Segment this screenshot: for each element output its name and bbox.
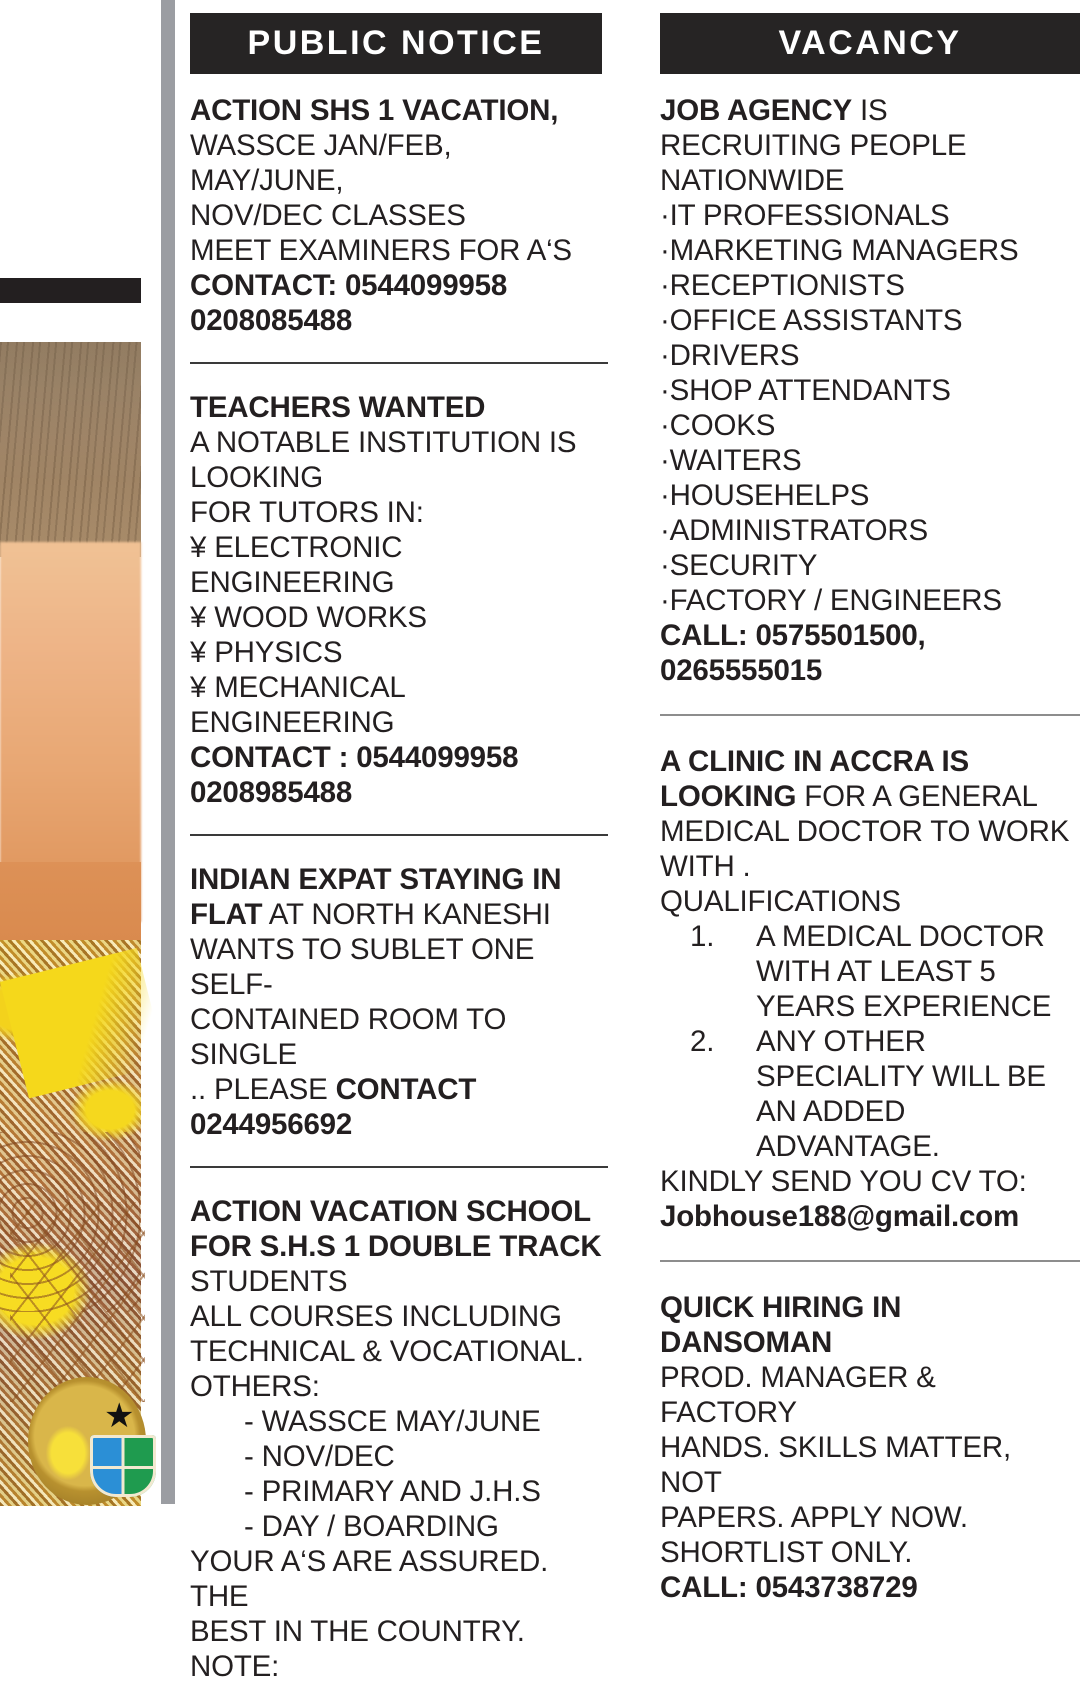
ad-heading: INDIAN EXPAT STAYING IN	[190, 863, 562, 896]
ad-line: RECRUITING PEOPLE	[660, 129, 967, 162]
ad-dash-item: - WASSCE MAY/JUNE	[244, 1405, 541, 1438]
section-header-vacancy: VACANCY	[660, 13, 1080, 74]
column-vacancy	[660, 0, 1080, 1604]
ad-text: FOR A GENERAL	[796, 780, 1038, 813]
ad-separator	[190, 362, 608, 364]
ad-contact-line: CALL: 0575501500, 0265555015	[660, 619, 926, 687]
ad-separator	[660, 1260, 1080, 1262]
ad-line: HANDS. SKILLS MATTER, NOT	[660, 1431, 1011, 1499]
ad-line: LOOKING	[190, 461, 324, 494]
ad-separator	[190, 834, 608, 836]
ad-dash-list	[190, 1404, 610, 1544]
list-item-number: 1.	[690, 920, 715, 953]
ad-bullet-item: ·WAITERS	[660, 444, 802, 477]
ad-contact-line: CONTACT : 0544099958	[190, 741, 519, 774]
ad-text: .. PLEASE	[190, 1073, 336, 1106]
ad-contact-line: CONTACT: 0544099958	[190, 269, 508, 302]
ad-line: CONTAINED ROOM TO SINGLE	[190, 1003, 507, 1071]
ad-contact-line: CALL: 0543738729	[660, 1571, 918, 1604]
ad-email-line: Jobhouse188@gmail.com	[660, 1200, 1020, 1233]
shield-icon	[90, 1435, 156, 1497]
ad-contact-line: 0208985488	[190, 776, 353, 809]
ad-heading: QUICK HIRING IN DANSOMAN	[660, 1291, 902, 1359]
ad-line: PROD. MANAGER & FACTORY	[660, 1361, 936, 1429]
list-item-text: ANY OTHER SPECIALITY WILL BE AN ADDED ADVANTAGE.	[756, 1025, 1046, 1163]
ad-line: PAPERS. APPLY NOW.	[660, 1501, 968, 1534]
ad-line: BEST IN THE COUNTRY.	[190, 1615, 525, 1648]
ad-emphasis: LOOKING	[660, 780, 797, 813]
cloth-lattice-motif	[10, 1202, 145, 1402]
ad-line	[660, 779, 1080, 814]
ad-bullet-item: ·DRIVERS	[660, 339, 800, 372]
ad-bullet-item: ¥ PHYSICS	[190, 636, 343, 669]
ad-line: YOUR A‘S ARE ASSURED. THE	[190, 1545, 549, 1613]
ghana-coat-of-arms-badge	[28, 1377, 146, 1505]
ad-line: ACTION SHS 1 VACATION,	[190, 94, 559, 127]
column-gutter-rule	[161, 0, 175, 1504]
list-item-number: 2.	[690, 1025, 715, 1058]
ad-emphasis: JOB AGENCY	[660, 94, 852, 127]
ad-contact-line: 0208085488	[190, 304, 353, 337]
ad-line: ALL COURSES INCLUDING	[190, 1300, 562, 1333]
ad-line	[190, 897, 610, 932]
ad-qualifications-list	[660, 919, 1080, 1164]
ad-bullet-item: ·SHOP ATTENDANTS	[660, 374, 951, 407]
ad-bullet-item: ·FACTORY / ENGINEERS	[660, 584, 1002, 617]
ad-indian-expat-sublet	[190, 862, 610, 1142]
ad-line: KINDLY SEND YOU CV TO:	[660, 1165, 1027, 1198]
ad-line: NOV/DEC CLASSES	[190, 199, 466, 232]
ad-bullet-item: ·OFFICE ASSISTANTS	[660, 304, 963, 337]
ad-separator	[190, 1166, 608, 1168]
ad-line: WANTS TO SUBLET ONE SELF-	[190, 933, 535, 1001]
ad-bullet-item: ¥ ELECTRONIC ENGINEERING	[190, 531, 403, 599]
ad-teachers-wanted	[190, 390, 610, 810]
ad-clinic-accra-doctor	[660, 744, 1080, 1234]
list-item-text: A MEDICAL DOCTOR WITH AT LEAST 5 YEARS EXPERIENCE	[756, 920, 1052, 1023]
list-item	[660, 919, 1080, 1024]
left-photo-strip	[0, 0, 141, 1504]
ad-line: NATIONWIDE	[660, 164, 845, 197]
ad-heading: A CLINIC IN ACCRA IS	[660, 745, 970, 778]
black-bar-divider	[0, 278, 141, 303]
ad-dash-item: - NOV/DEC	[244, 1440, 395, 1473]
ad-heading	[660, 93, 1080, 128]
ad-bullet-item: ·COOKS	[660, 409, 776, 442]
ad-line: STUDENTS	[190, 1265, 348, 1298]
ad-dash-item: - PRIMARY AND J.H.S	[244, 1475, 541, 1508]
ad-bullet-item: ¥ MECHANICAL ENGINEERING	[190, 671, 405, 739]
ad-line: A NOTABLE INSTITUTION IS	[190, 426, 577, 459]
ad-text: IS	[851, 94, 888, 127]
ad-bullet-item: ·IT PROFESSIONALS	[660, 199, 950, 232]
ad-heading: FOR S.H.S 1 DOUBLE TRACK	[190, 1230, 602, 1263]
wood-panel-background	[0, 342, 141, 557]
ad-line: WITH .	[660, 850, 751, 883]
ad-bullet-item: ·MARKETING MANAGERS	[660, 234, 1019, 267]
ad-bullet-item: ·ADMINISTRATORS	[660, 514, 928, 547]
ad-line: OTHERS:	[190, 1370, 320, 1403]
ad-contact-line: 0244956692	[190, 1108, 353, 1141]
ad-job-agency-recruiting	[660, 93, 1080, 688]
ad-emphasis: FLAT	[190, 898, 263, 931]
ad-line: SHORTLIST ONLY.	[660, 1536, 913, 1569]
wax-print-portrait-photo	[0, 342, 141, 1504]
ad-line: WASSCE JAN/FEB, MAY/JUNE,	[190, 129, 452, 197]
ad-line: MEET EXAMINERS FOR A‘S	[190, 234, 572, 267]
ad-action-shs-1-vacation	[190, 93, 610, 338]
ad-emphasis: CONTACT	[335, 1073, 477, 1106]
ad-action-vacation-school	[190, 1194, 610, 1684]
ad-line	[190, 1072, 610, 1107]
ad-separator	[660, 714, 1080, 716]
section-header-public-notice: PUBLIC NOTICE	[190, 13, 602, 74]
list-item	[660, 1024, 1080, 1164]
ad-quick-hiring-dansoman	[660, 1290, 1080, 1605]
ad-bullet-item: ·HOUSEHELPS	[660, 479, 870, 512]
ad-heading: TEACHERS WANTED	[190, 391, 486, 424]
ad-bullet-item: ¥ WOOD WORKS	[190, 601, 427, 634]
ad-text: AT NORTH KANESHI	[262, 898, 551, 931]
ad-line: MEDICAL DOCTOR TO WORK	[660, 815, 1070, 848]
ad-heading: ACTION VACATION SCHOOL	[190, 1195, 591, 1228]
ad-line: QUALIFICATIONS	[660, 885, 901, 918]
ad-bullet-item: ·RECEPTIONISTS	[660, 269, 905, 302]
ad-line-clipped: NOTE:	[190, 1650, 280, 1683]
ad-line: FOR TUTORS IN:	[190, 496, 424, 529]
column-public-notice	[190, 0, 610, 1683]
ad-line: TECHNICAL & VOCATIONAL.	[190, 1335, 584, 1368]
ad-bullet-item: ·SECURITY	[660, 549, 818, 582]
ad-dash-item: - DAY / BOARDING	[244, 1510, 499, 1543]
